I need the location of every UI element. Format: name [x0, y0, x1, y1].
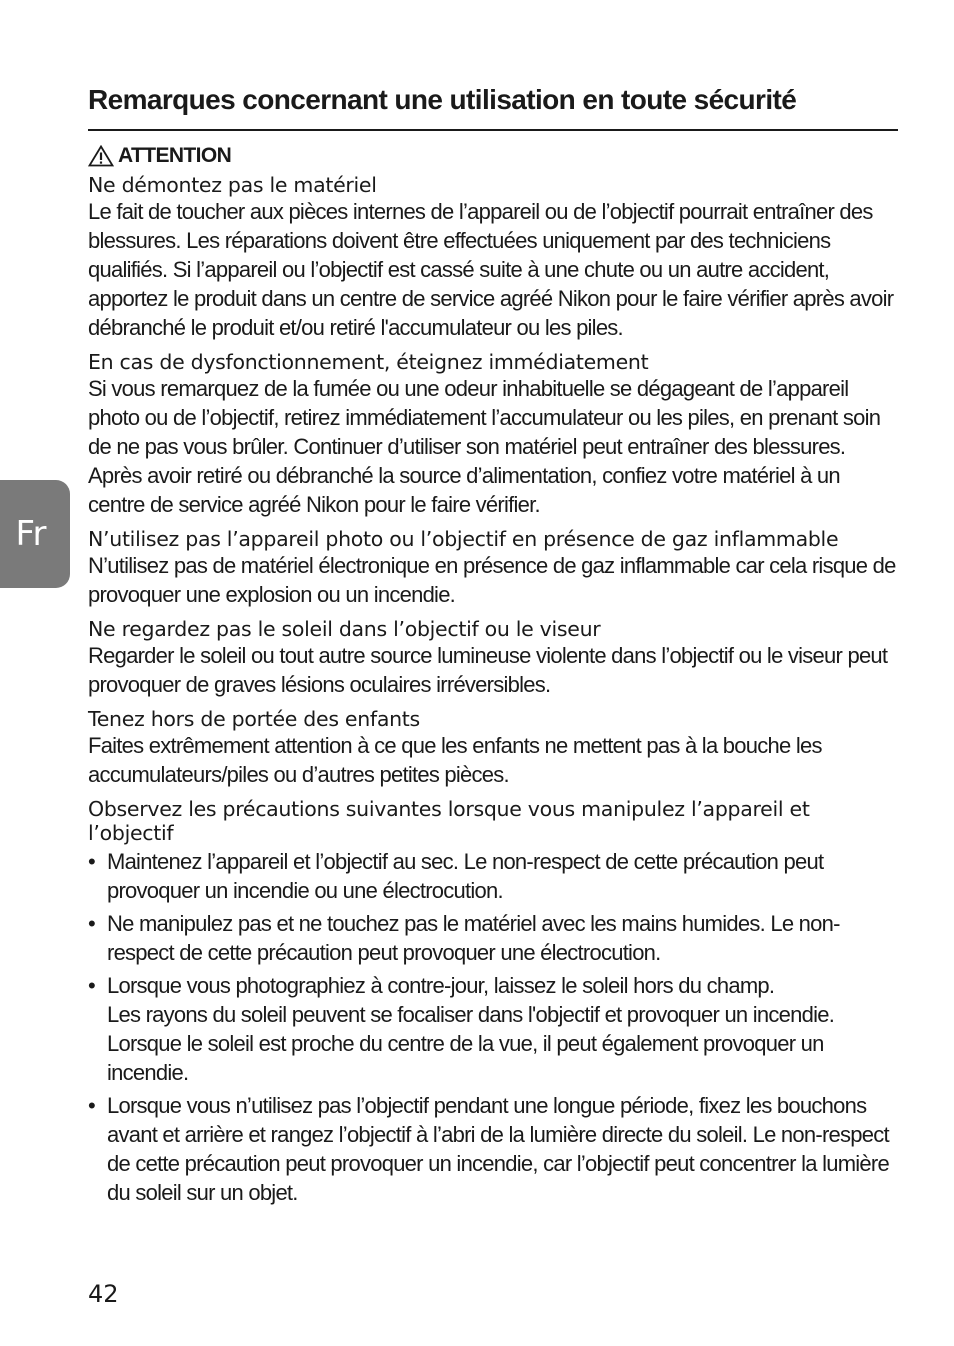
section-body: Si vous remarquez de la fumée ou une odeur inhabituelle se dégageant de l’appareil photo ou de l’objectif, retirez immédiatement l’accumulateur ou les piles, en prenant soin de ne pas vous brûler. Continuer d’utiliser son matériel peut entraîner des blessures. Après avoir retiré ou débranché la source d’alimentation, confiez votre matériel à un centre de service agréé Nikon pour le faire vérifier.: [88, 376, 881, 517]
language-tab-label: Fr: [15, 514, 47, 554]
section-malfunction: [88, 350, 898, 519]
safety-content: [88, 141, 898, 1207]
section-body: N’utilisez pas de matériel électronique en présence de gaz inflammable car cela risque de provoquer une explosion ou un incendie.: [88, 553, 896, 607]
section-sun-viewfinder: [88, 617, 898, 699]
section-disassembly: [88, 173, 898, 342]
list-item-text: Maintenez l’appareil et l’objectif au sec. Le non-respect de cette précaution peut provoquer un incendie ou une électrocution.: [107, 849, 824, 903]
section-heading: En cas de dysfonctionnement, éteignez immédiatement: [88, 350, 649, 374]
bullet-symbol: •: [88, 849, 95, 874]
section-body: Le fait de toucher aux pièces internes de l’appareil ou de l’objectif pourrait entraîner des blessures. Les réparations doivent être effectuées uniquement par des techniciens qualifiés. Si l’appareil ou l’objectif est cassé suite à une chute ou un autre accident, apportez le produit dans un centre de service agréé Nikon pour le faire vérifier après avoir débranché le produit et/ou retiré l'accumulateur ou les piles.: [88, 199, 894, 340]
bullet-symbol: •: [88, 1093, 95, 1118]
list-item: [88, 971, 898, 1087]
section-body: Faites extrêmement attention à ce que les enfants ne mettent pas à la bouche les accumulateurs/piles ou d’autres petites pièces.: [88, 733, 822, 787]
bullet-symbol: •: [88, 973, 95, 998]
title-divider: [88, 129, 898, 131]
list-item-text: Lorsque vous photographiez à contre-jour, laissez le soleil hors du champ.: [107, 973, 775, 998]
page-title: Remarques concernant une utilisation en toute sécurité: [88, 84, 797, 115]
list-item: [88, 1091, 898, 1207]
page-number: 42: [88, 1280, 119, 1308]
section-heading: Observez les précautions suivantes lorsque vous manipulez l’appareil et l’objectif: [88, 797, 810, 845]
list-item: [88, 847, 898, 905]
attention-text: ATTENTION: [118, 144, 232, 167]
section-children: [88, 707, 898, 789]
section-heading: Ne regardez pas le soleil dans l’objectif ou le viseur: [88, 617, 601, 641]
section-heading: Ne démontez pas le matériel: [88, 173, 377, 197]
section-heading: Tenez hors de portée des enfants: [88, 707, 420, 731]
list-item: [88, 909, 898, 967]
list-item-text: Lorsque vous n’utilisez pas l’objectif pendant une longue période, fixez les bouchons avant et arrière et rangez l’objectif à l’abri de la lumière directe du soleil. Le non-respect de cette précaution peut provoquer un incendie, car l’objectif peut concentrer la lumière du soleil sur un objet.: [107, 1093, 889, 1205]
section-handling-precautions: [88, 797, 898, 1207]
list-item-text-continuation: Les rayons du soleil peuvent se focaliser dans l'objectif et provoquer un incendie. Lorsque le soleil est proche du centre de la vue, il peut également provoquer un incendie.: [107, 1002, 835, 1085]
section-body: Regarder le soleil ou tout autre source lumineuse violente dans l’objectif ou le viseur peut provoquer de graves lésions oculaires irréversibles.: [88, 643, 888, 697]
language-tab: [0, 480, 70, 588]
bullet-symbol: •: [88, 911, 95, 936]
precaution-list: [88, 847, 898, 1207]
attention-label: [88, 141, 898, 171]
warning-triangle-icon: [88, 145, 114, 167]
list-item-text: Ne manipulez pas et ne touchez pas le matériel avec les mains humides. Le non-respect de cette précaution peut provoquer une électrocution.: [107, 911, 840, 965]
section-flammable-gas: [88, 527, 898, 609]
section-heading: N’utilisez pas l’appareil photo ou l’objectif en présence de gaz inflammable: [88, 527, 839, 551]
